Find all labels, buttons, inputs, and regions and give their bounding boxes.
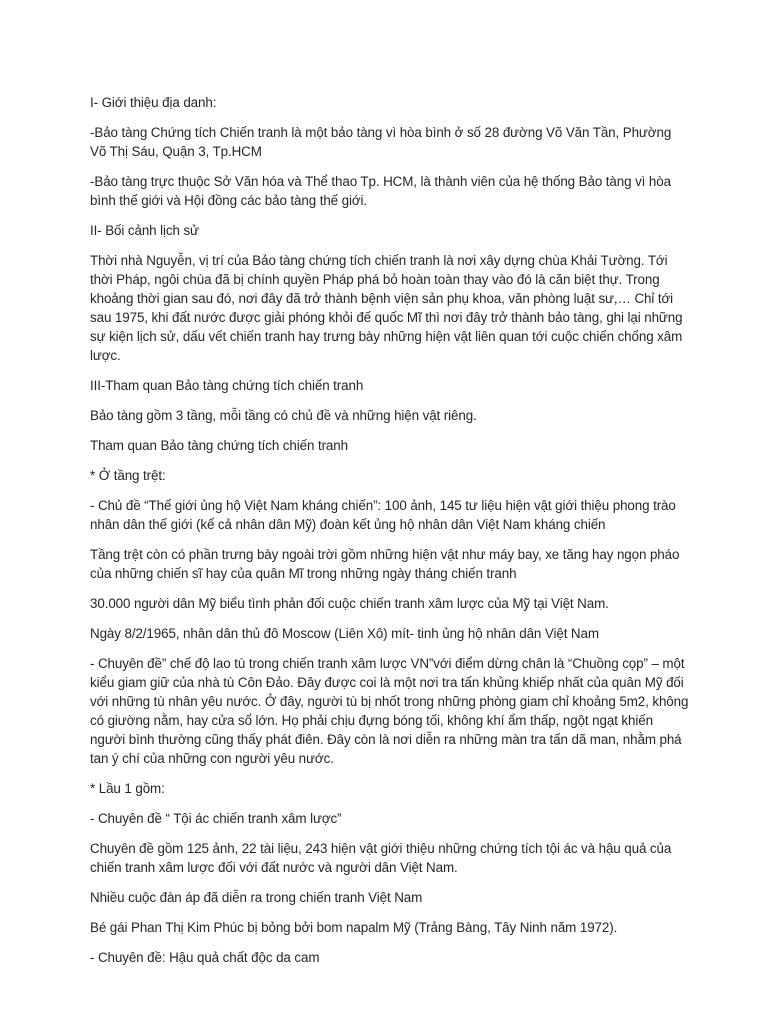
- paragraph-visit-title: Tham quan Bảo tàng chứng tích chiến tranh: [90, 438, 348, 453]
- paragraph-membership: -Bảo tàng trực thuộc Sở Văn hóa và Thể thao Tp. HCM, là thành viên của hệ thống Bảo tàng vì hòa bình thế giới và Hội đồng các bảo tàng thế giới.: [90, 174, 671, 208]
- paragraph-agent-orange: - Chuyên đề: Hậu quả chất độc da cam: [90, 950, 320, 965]
- document-body: [90, 93, 690, 978]
- paragraph-ground-floor: * Ở tầng trệt:: [90, 468, 166, 483]
- paragraph-us-protest: 30.000 người dân Mỹ biểu tình phản đối cuộc chiến tranh xâm lược của Mỹ tại Việt Nam.: [90, 596, 609, 611]
- paragraph-repression: Nhiều cuộc đàn áp đã diễn ra trong chiến tranh Việt Nam: [90, 890, 423, 905]
- section-heading-visit: III-Tham quan Bảo tàng chứng tích chiến tranh: [90, 378, 364, 393]
- paragraph-moscow-rally: Ngày 8/2/1965, nhân dân thủ đô Moscow (Liên Xô) mít- tinh ủng hộ nhân dân Việt Nam: [90, 626, 599, 641]
- paragraph-world-support: - Chủ đề “Thế giới ủng hộ Việt Nam kháng chiến”: 100 ảnh, 145 tư liệu hiện vật giới thiệu phong trào nhân dân thế giới (kể cả nhân dân Mỹ) đoàn kết ủng hộ nhân dân Việt Nam kháng chiến: [90, 498, 676, 532]
- paragraph-first-floor: * Lầu 1 gồm:: [90, 781, 165, 796]
- section-heading-intro: I- Giới thiệu địa danh:: [90, 95, 217, 110]
- paragraph-outdoor-exhibit: Tầng trệt còn có phần trưng bày ngoài trời gồm những hiện vật như máy bay, xe tăng hay ngọn pháo của những chiến sĩ hay của quân Mĩ trong những ngày tháng chiến tranh: [90, 547, 680, 581]
- paragraph-history: Thời nhà Nguyễn, vị trí của Bảo tàng chứng tích chiến tranh là nơi xây dựng chùa Khải Tường. Tới thời Pháp, ngôi chùa đã bị chính quyền Pháp phá bỏ hoàn toàn thay vào đó là căn biệt thự. Trong khoảng thời gian sau đó, nơi đây đã trở thành bệnh viện sản phụ khoa, văn phòng luật sư,… Chỉ tới sau 1975, khi đất nước được giải phóng khỏi đế quốc Mĩ thì nơi đây trở thành bảo tàng, ghi lại những sự kiện lịch sử, dấu vết chiến tranh hay trưng bày những hiện vật liên quan tới cuộc chiến chống xâm lược.: [90, 253, 683, 363]
- paragraph-war-crimes-topic: - Chuyên đề “ Tội ác chiến tranh xâm lược”: [90, 811, 342, 826]
- paragraph-war-crimes-detail: Chuyên đề gồm 125 ảnh, 22 tài liệu, 243 hiện vật giới thiệu những chứng tích tội ác và hậu quả của chiến tranh xâm lược đối với đất nước và người dân Việt Nam.: [90, 841, 672, 875]
- paragraph-kim-phuc: Bé gái Phan Thị Kim Phúc bị bỏng bởi bom napalm Mỹ (Trảng Bàng, Tây Ninh năm 1972).: [90, 920, 618, 935]
- paragraph-floors: Bảo tàng gồm 3 tầng, mỗi tầng có chủ đề và những hiện vật riêng.: [90, 408, 477, 423]
- paragraph-tiger-cages: - Chuyên đề” chế độ lao tù trong chiến tranh xâm lược VN”với điểm dừng chân là “Chuồng cọp” – một kiểu giam giữ của nhà tù Côn Đảo. Đây được coi là một nơi tra tấn khủng khiếp nhất của quân Mỹ đối với những tù nhân yêu nước. Ở đây, người tù bị nhốt trong những phòng giam chỉ khoảng 5m2, không có giường nằm, hay cửa sổ lớn. Họ phải chịu đựng bóng tối, không khí ẩm thấp, ngột ngạt khiến người bình thường cũng thấy phát điên. Đây còn là nơi diễn ra những màn tra tấn dã man, nhằm phá tan ý chí của những con người yêu nước.: [90, 656, 689, 766]
- section-heading-history: II- Bối cảnh lịch sử: [90, 223, 199, 238]
- paragraph-location: -Bảo tàng Chứng tích Chiến tranh là một bảo tàng vì hòa bình ở số 28 đường Võ Văn Tần, Phường Võ Thị Sáu, Quận 3, Tp.HCM: [90, 125, 672, 159]
